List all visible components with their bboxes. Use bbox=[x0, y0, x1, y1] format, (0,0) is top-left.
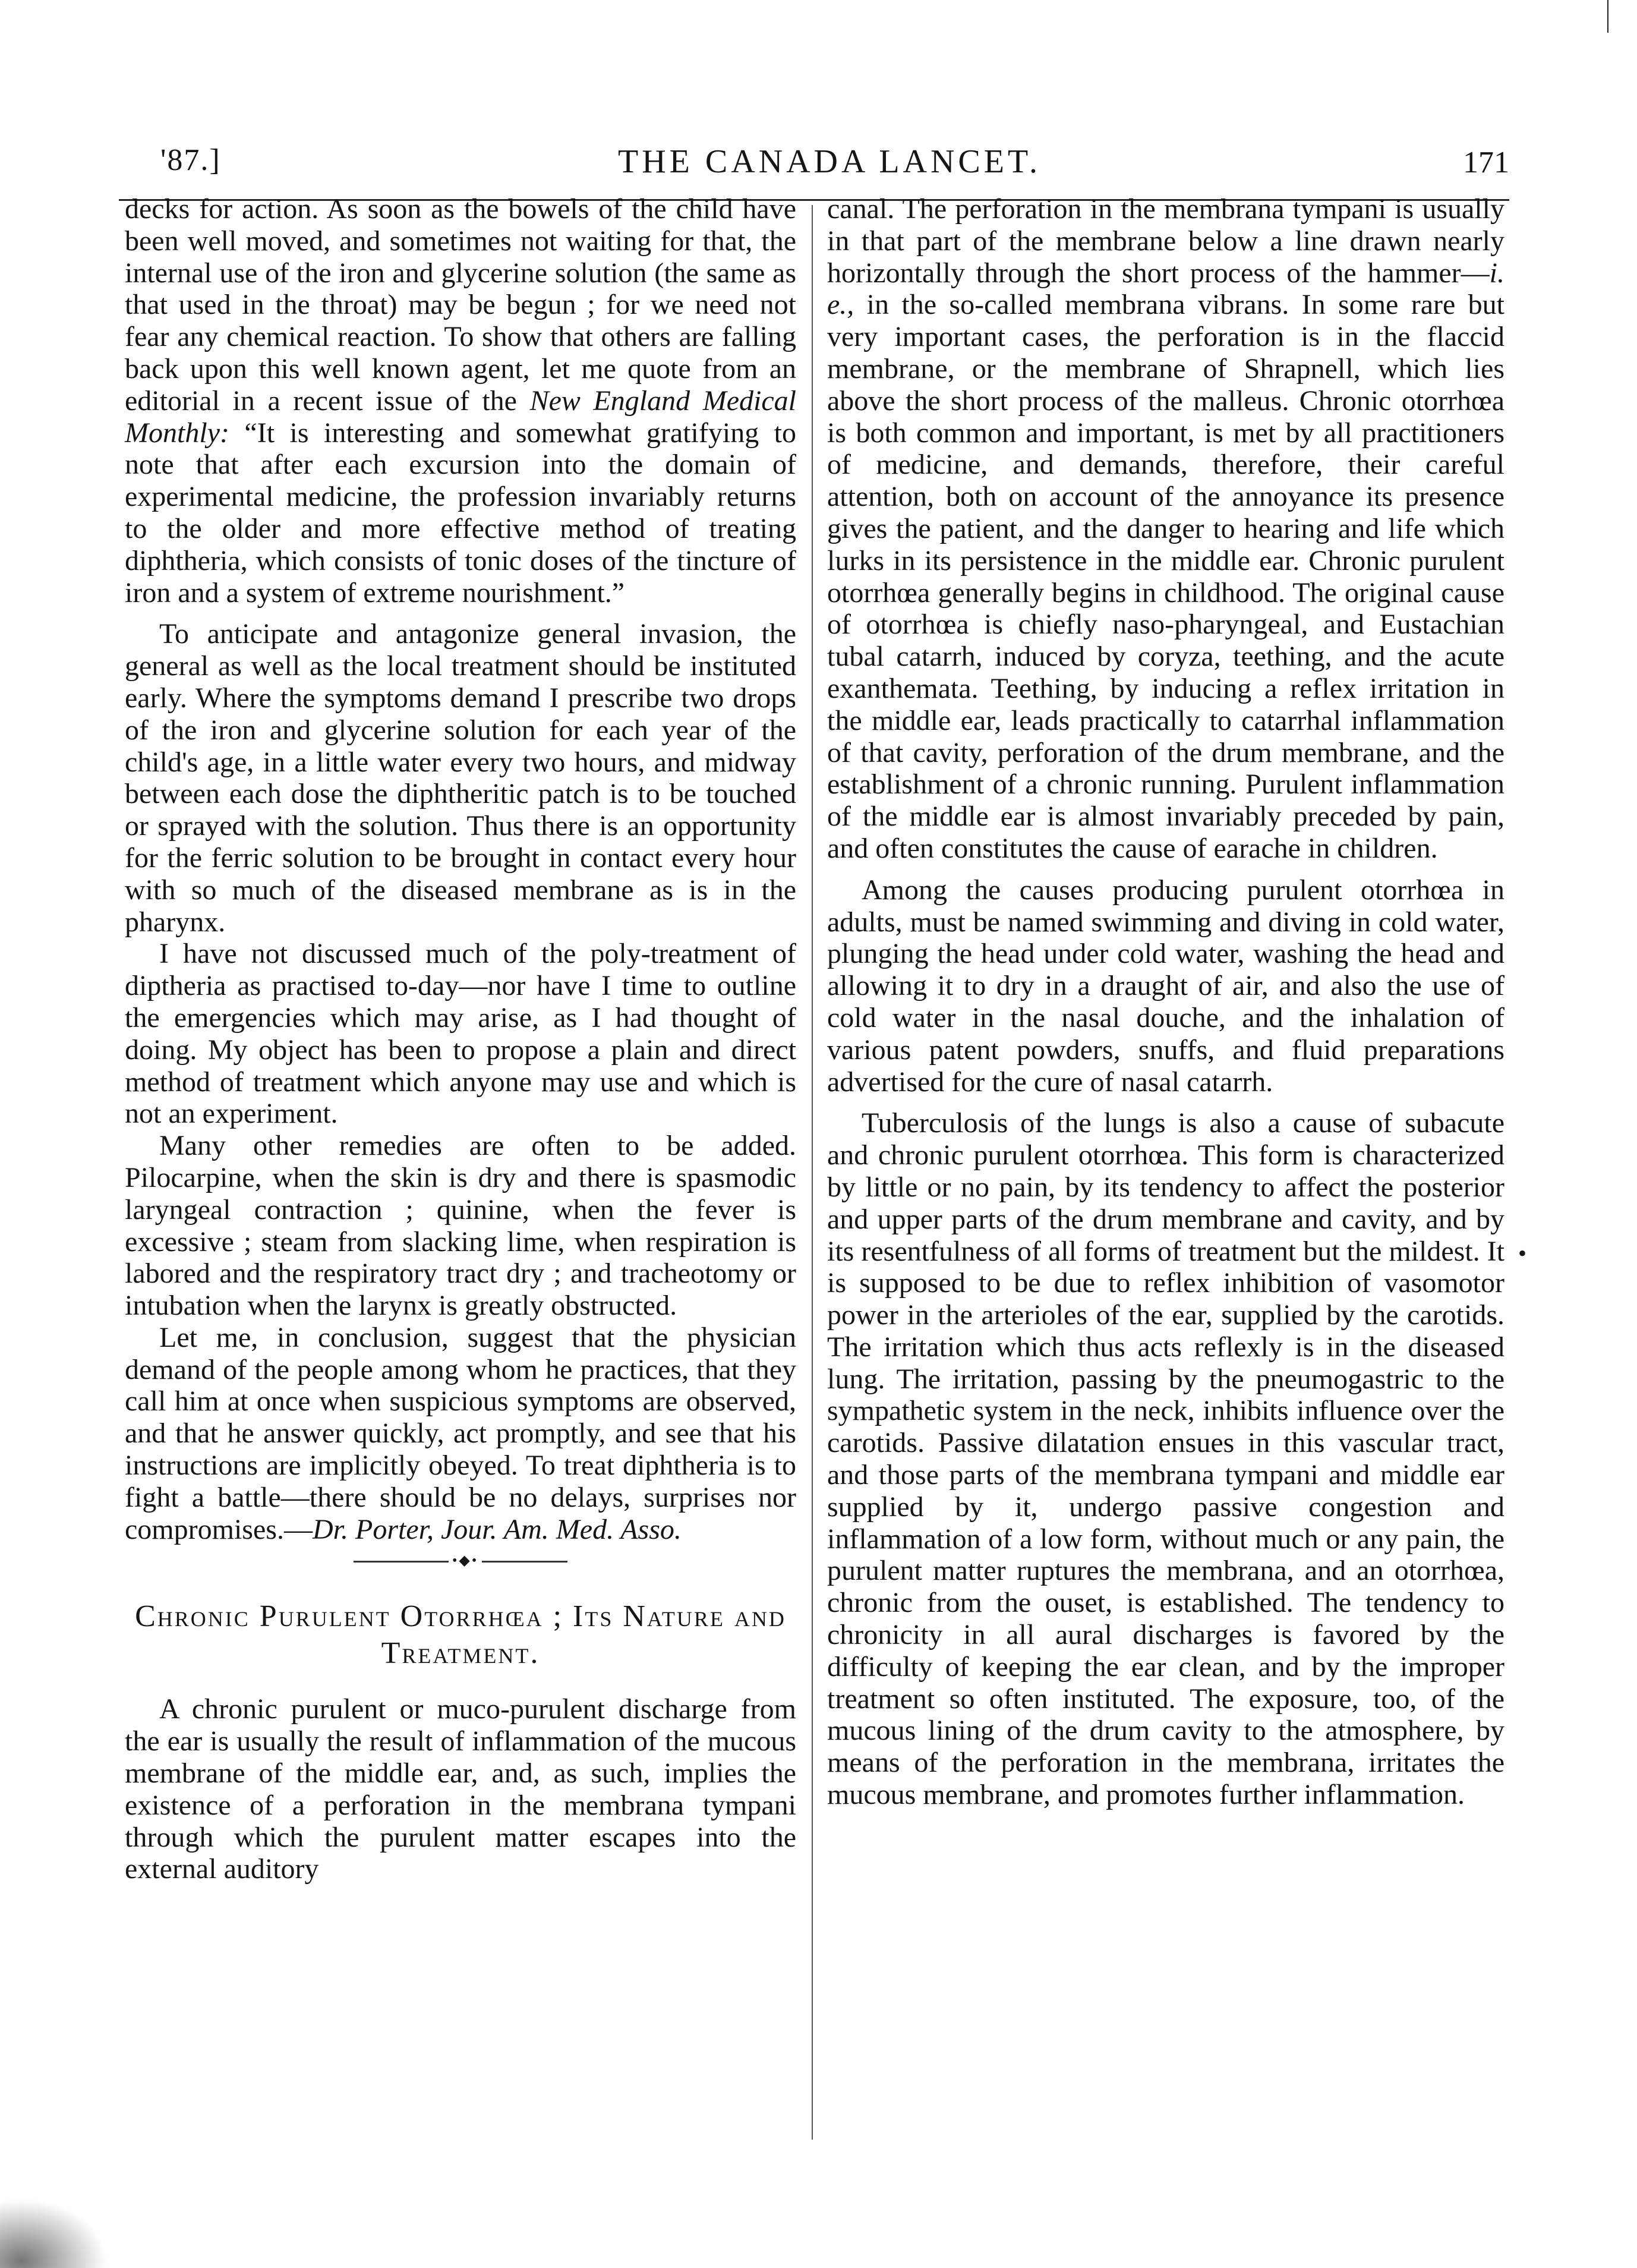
left-column bbox=[125, 193, 796, 1885]
scan-edge-mark bbox=[1607, 0, 1608, 33]
article-separator bbox=[354, 1553, 567, 1569]
right-paragraph-3: Tuberculosis of the lungs is also a cause of subacute and chronic purulent otorrhœa. This form is characterized by little or no pain, by its tendency to affect the posterior and upper parts of the drum membrane and cavity, and by its resentfulness of all forms of treatment but the mildest. It is supposed to be due to reflex inhibition of vasomotor power in the arterioles of the ear, supplied by the carotids. The irritation which thus acts reflexly is in the diseased lung. The irritation, passing by the pneumogastric to the sympathetic system in the neck, inhibits influence over the carotids. Passive dilatation ensues in this vascular tract, and those parts of the membrana tympani and middle ear supplied by it, undergo passive congestion and inflammation of a low form, without much or any pain, the purulent matter ruptures the membrana, and an otorrhœa, chronic from the ouset, is established. The tendency to chronicity in all aural discharges is favored by the difficulty of keeping the ear clean, and by the improper treatment so often instituted. The exposure, too, of the mucous lining of the drum cavity to the atmosphere, by means of the perforation in the membrana, irritates the mucous membrane, and promotes further inflammation. bbox=[827, 1107, 1504, 1811]
left-paragraph-3: I have not discussed much of the poly-treatment of diptheria as practised to-day—nor have I time to outline the emergencies which may arise, as I had thought of doing. My object has been to propose a plain and direct method of treatment which anyone may use and which is not an experiment. bbox=[125, 938, 796, 1130]
right-paragraph-1: canal. The perforation in the membrana tympani is usually in that part of the membrane below a line drawn nearly horizontally through the short process of the hammer—i. e., in the so-called membrana vibrans. In some rare but very important cases, the perforation is in the flaccid membrane, or the membrane of Shrapnell, which lies above the short process of the malleus. Chronic otorrhœa is both common and important, is met by all practitioners of medicine, and demands, therefore, their careful attention, both on account of the annoyance its presence gives the patient, and the danger to hearing and life which lurks in its persistence in the middle ear. Chronic purulent otorrhœa generally begins in childhood. The original cause of otorrhœa is chiefly naso-pharyngeal, and Eustachian tubal catarrh, induced by coryza, teething, and the acute exanthemata. Teething, by inducing a reflex irritation in the middle ear, leads practically to catarrhal inflammation of that cavity, perforation of the drum membrane, and the establishment of a chronic running. Purulent inflammation of the middle ear is almost invariably preceded by pain, and often constitutes the cause of earache in children. bbox=[827, 193, 1504, 864]
margin-speck: • bbox=[1518, 1240, 1527, 1267]
article-title: Chronic Purulent Otorrhœa ; Its Nature and Treatment. bbox=[135, 1599, 786, 1671]
separator-ornament: •◆• bbox=[449, 1554, 482, 1568]
left-paragraph-6: A chronic purulent or muco-purulent discharge from the ear is usually the result of inflammation of the mucous membrane of the middle ear, and, as such, implies the existence of a perforation in the membrana tympani through which the purulent matter escapes into the external auditory bbox=[125, 1693, 796, 1885]
left-paragraph-4: Many other remedies are often to be added. Pilocarpine, when the skin is dry and there is spasmodic laryngeal contraction ; quinine, when the fever is excessive ; steam from slacking lime, when respiration is labored and the respiratory tract dry ; and tracheotomy or intubation when the larynx is greatly obstructed. bbox=[125, 1130, 796, 1322]
journal-title: THE CANADA LANCET. bbox=[618, 143, 1042, 180]
header-year-mark: '87.] bbox=[160, 143, 221, 177]
column-divider bbox=[812, 205, 813, 2140]
scan-smudge bbox=[0, 2199, 107, 2268]
left-paragraph-5: Let me, in conclusion, suggest that the physician demand of the people among whom he practices, that they call him at once when suspicious symptoms are observed, and that he answer quickly, act promptly, and see that his instructions are implicitly obeyed. To treat diphtheria is to fight a battle—there should be no delays, surprises nor compromises.—Dr. Porter, Jour. Am. Med. Asso. bbox=[125, 1321, 796, 1545]
left-paragraph-2: To anticipate and antagonize general invasion, the general as well as the local treatment should be instituted early. Where the symptoms demand I prescribe two drops of the iron and glycerine solution for each year of the child's age, in a little water every two hours, and midway between each dose the diphtheritic patch is to be touched or sprayed with the solution. Thus there is an opportunity for the ferric solution to be brought in contact every hour with so much of the diseased membrane as is in the pharynx. bbox=[125, 618, 796, 938]
page-number: 171 bbox=[1463, 146, 1509, 179]
right-paragraph-2: Among the causes producing purulent otorrhœa in adults, must be named swimming and diving in cold water, plunging the head under cold water, washing the head and allowing it to dry in a draught of air, and also the use of cold water in the nasal douche, and the inhalation of various patent powders, snuffs, and fluid preparations advertised for the cure of nasal catarrh. bbox=[827, 874, 1504, 1098]
right-column bbox=[827, 193, 1504, 1811]
author-citation: Dr. Porter, Jour. Am. Med. Asso. bbox=[312, 1513, 682, 1545]
journal-name-citation: New England Medical Monthly: bbox=[125, 385, 796, 449]
left-paragraph-1: decks for action. As soon as the bowels of the child have been well moved, and sometimes not waiting for that, the internal use of the iron and glycerine solution (the same as that used in the throat) may be begun ; for we need not fear any chemical reaction. To show that others are falling back upon this well known agent, let me quote from an editorial in a recent issue of the New England Medical Monthly: “It is interesting and somewhat gratifying to note that after each excursion into the domain of experimental medicine, the profession invariably returns to the older and more effective method of treating diphtheria, which consists of tonic doses of the tincture of iron and a system of extreme nourishment.” bbox=[125, 193, 796, 609]
running-header bbox=[160, 143, 1509, 196]
